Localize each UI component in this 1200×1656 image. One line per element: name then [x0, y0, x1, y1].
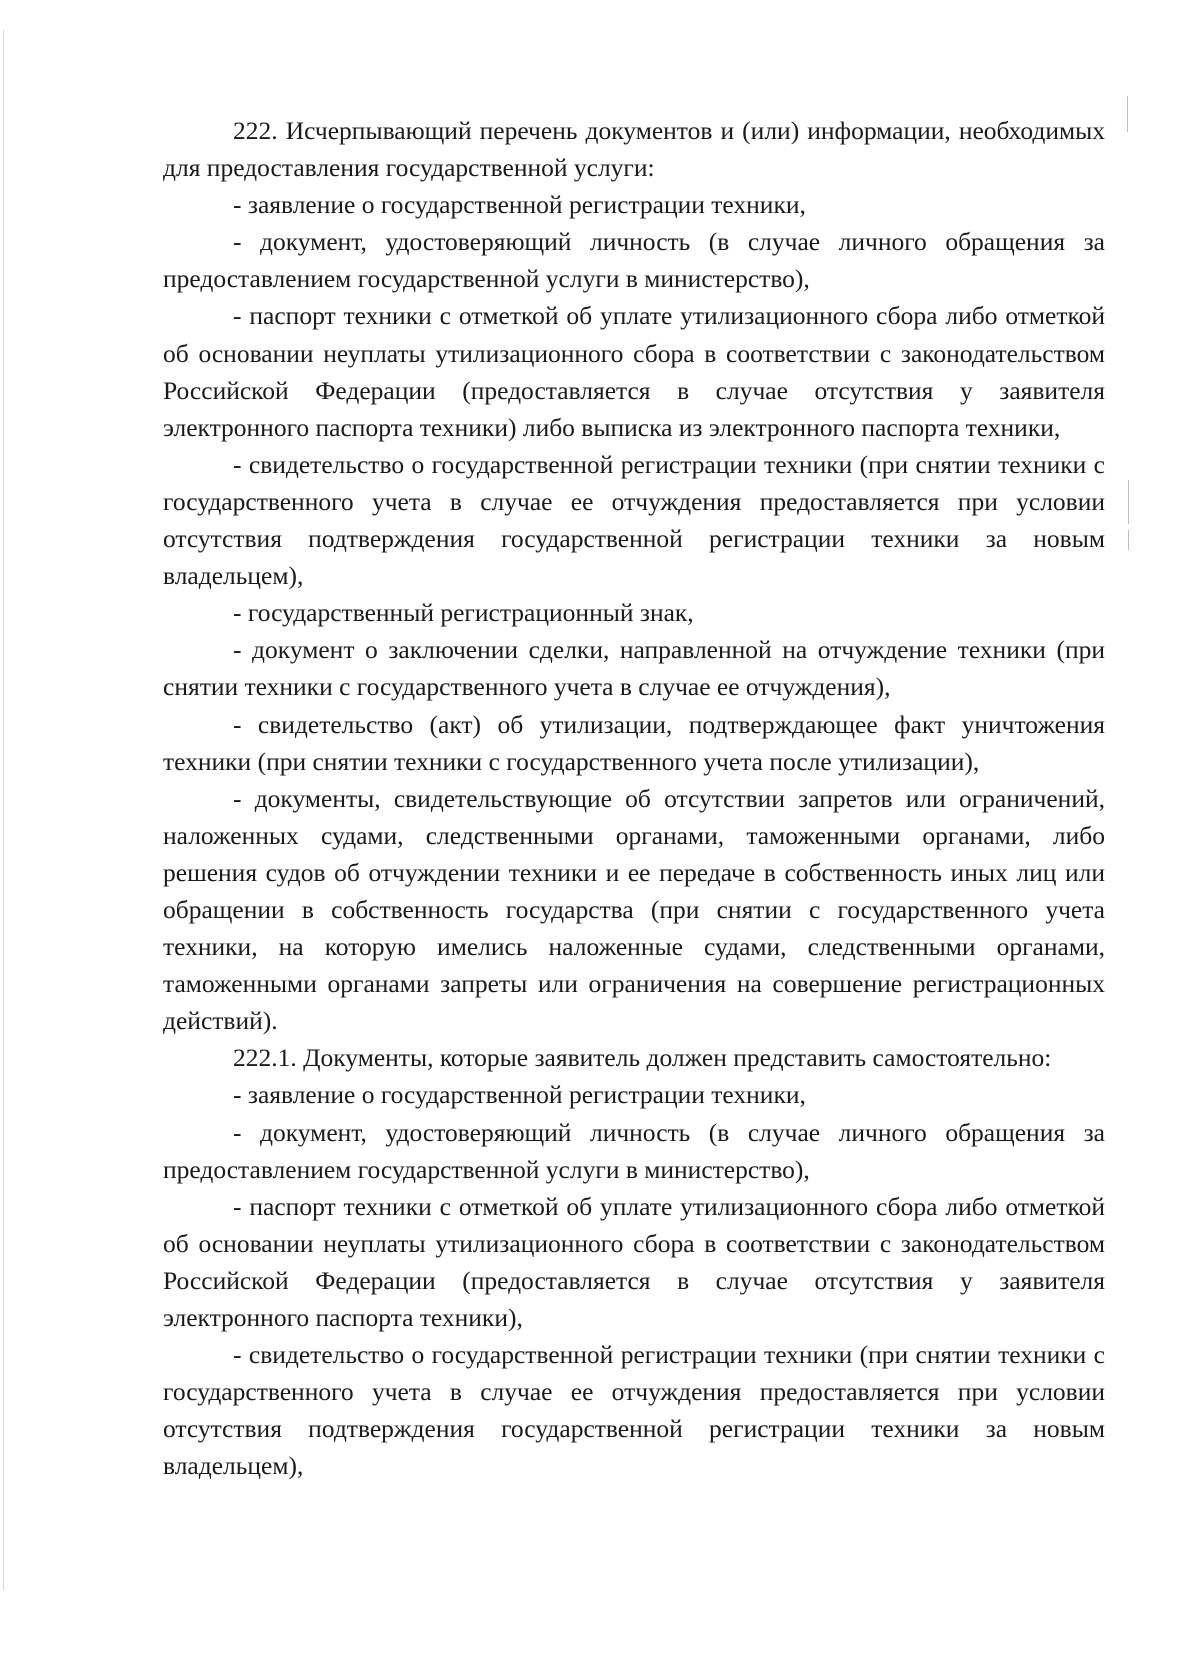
list-item-identity-document: - документ, удостоверяющий личность (в случае личного обращения за предоставлением государственной услуги в министерство), [163, 227, 1105, 294]
scan-mark-middle [1128, 480, 1129, 524]
paragraph-222-heading: 222. Исчерпывающий перечень документов и (или) информации, необходимых для предоставления государственной услуги: [163, 116, 1105, 183]
list-item-registration-certificate-2: - свидетельство о государственной регистрации техники (при снятии техники с государственного учета в случае ее отчуждения предоставляется при условии отсутствия подтверждения государственной регистрации техники за новым владельцем), [163, 1340, 1105, 1481]
list-item-disposal-certificate: - свидетельство (акт) об утилизации, подтверждающее факт уничтожения техники (при снятии техники с государственного учета после утилизации), [163, 709, 1105, 776]
list-item-vehicle-passport-2: - паспорт техники с отметкой об уплате утилизационного сбора либо отметкой об основании неуплаты утилизационного сбора в соответствии с законодательством Российской Федерации (предоставляется в случае отсутствия у заявителя электронного паспорта техники), [163, 1191, 1105, 1332]
scan-mark-lower [1128, 530, 1129, 550]
list-item-restriction-documents: - документы, свидетельствующие об отсутствии запретов или ограничений, наложенных судами, следственными органами, таможенными органами, либо решения судов об отчуждении техники и ее передаче в собственность иных лиц или обращении в собственность государства (при снятии с государственного учета техники, на которую имелись наложенные судами, следственными органами, таможенными органами запреты или ограничения на совершение регистрационных действий). [163, 783, 1105, 1036]
scan-mark-top [1127, 96, 1128, 132]
document-body [163, 112, 1105, 1484]
paragraph-222-1-heading: 222.1. Документы, которые заявитель должен представить самостоятельно: [233, 1043, 1052, 1073]
list-item-application: - заявление о государственной регистрации техники, [233, 190, 806, 220]
list-item-registration-certificate: - свидетельство о государственной регистрации техники (при снятии техники с государственного учета в случае ее отчуждения предоставляется при условии отсутствия подтверждения государственной регистрации техники за новым владельцем), [163, 449, 1105, 591]
list-item-identity-document-2: - документ, удостоверяющий личность (в случае личного обращения за предоставлением государственной услуги в министерство), [163, 1117, 1105, 1184]
list-item-transaction-document: - документ о заключении сделки, направленной на отчуждение техники (при снятии техники с государственного учета в случае ее отчуждения), [163, 635, 1105, 702]
list-item-application-2: - заявление о государственной регистрации техники, [233, 1080, 806, 1110]
list-item-vehicle-passport: - паспорт техники с отметкой об уплате утилизационного сбора либо отметкой об основании неуплаты утилизационного сбора в соответствии с законодательством Российской Федерации (предоставляется в случае отсутствия у заявителя электронного паспорта техники) либо выписка из электронного паспорта техники, [163, 301, 1105, 442]
scan-edge-line [3, 30, 4, 1590]
list-item-registration-plate: - государственный регистрационный знак, [233, 598, 694, 628]
